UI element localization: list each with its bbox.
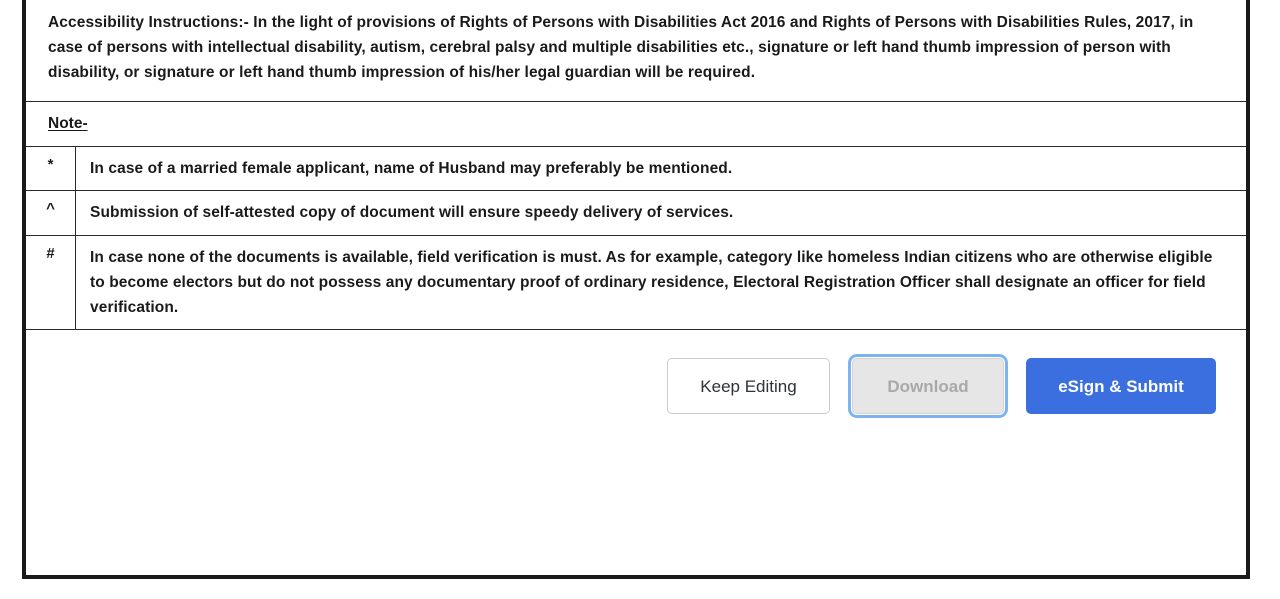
note-marker: ^ [26,191,76,234]
document-body [26,0,1246,575]
note-row [26,147,1246,191]
document-frame [22,0,1250,579]
note-heading-label: Note- [48,115,88,133]
accessibility-instructions: Accessibility Instructions:- In the light of provisions of Rights of Persons with Disabilities Act 2016 and Rights of Persons with Disabilities Rules, 2017, in case of persons with intellectual disability, autism, cerebral palsy and multiple disabilities etc., signature or left hand thumb impression of person with disability, or signature or left hand thumb impression of his/her legal guardian will be required. [26,0,1246,102]
action-button-bar [26,330,1246,444]
note-row [26,236,1246,330]
note-text: In case of a married female applicant, name of Husband may preferably be mentioned. [90,160,733,178]
note-heading [26,102,1246,147]
download-button[interactable]: Download [852,358,1004,414]
note-row [26,191,1246,235]
keep-editing-button[interactable]: Keep Editing [667,358,830,414]
note-text: In case none of the documents is available, field verification is must. As for example, category like homeless Indian citizens who are otherwise eligible to become electors but do not possess any documentary proof of ordinary residence, Electoral Registration Officer shall designate an officer for field verification. [90,248,1213,316]
note-marker: * [26,147,76,190]
note-marker: # [26,236,76,329]
note-text: Submission of self-attested copy of document will ensure speedy delivery of services. [90,204,734,222]
esign-submit-button[interactable]: eSign & Submit [1026,358,1216,414]
